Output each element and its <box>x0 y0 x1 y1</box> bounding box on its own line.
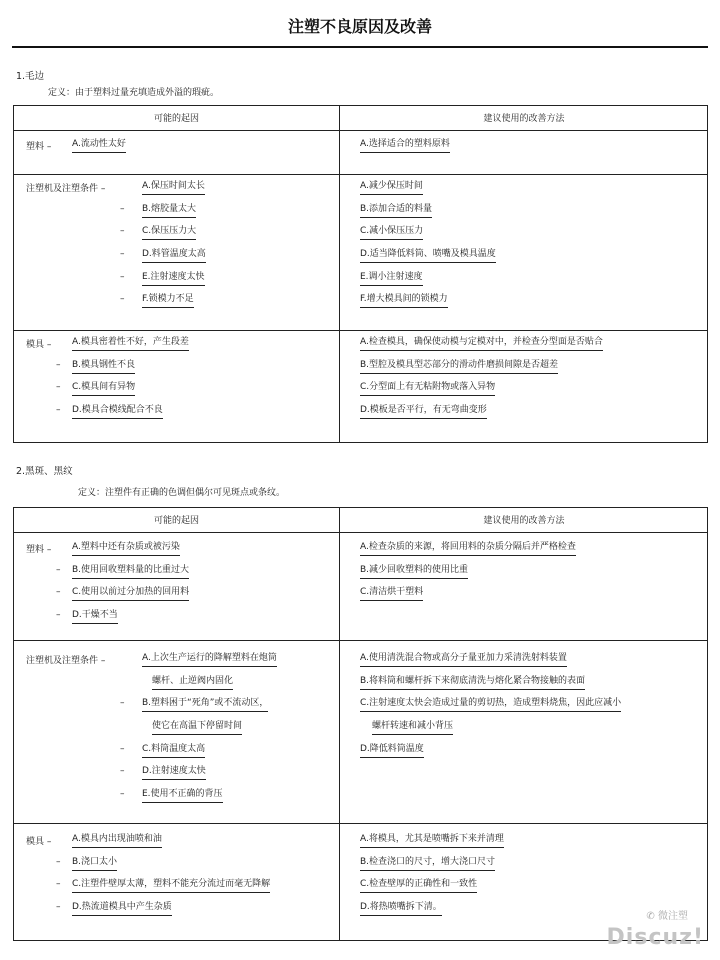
cause-item: D.干燥不当 <box>72 610 118 624</box>
cause-item-continued: 螺杆、止逆阀内固化 <box>152 676 233 690</box>
remedy-item: B.将料筒和螺杆拆下来彻底清洗与熔化紧合物接触的表面 <box>360 676 585 690</box>
header-divider <box>14 130 707 131</box>
cause-item-continued: 使它在高温下停留时间 <box>152 721 242 735</box>
page-title: 注塑不良原因及改善 <box>287 17 432 36</box>
cause-item: C.模具间有异物 <box>72 382 135 396</box>
cause-item: B.使用回收塑料量的比重过大 <box>72 565 189 579</box>
cause-item: A.塑料中还有杂质或被污染 <box>72 542 180 556</box>
causes-column-header: 可能的起因 <box>153 516 199 526</box>
remedy-item: B.减少回收塑料的使用比重 <box>360 565 468 579</box>
remedy-item: C.清洁烘干塑料 <box>360 587 423 601</box>
category-label: 注塑机及注塑条件 – <box>26 184 106 194</box>
cause-item: B.浇口太小 <box>72 857 117 871</box>
group-divider <box>14 640 707 641</box>
group-divider <box>14 330 707 331</box>
remedy-item: C.检查壁厚的正确性和一致性 <box>360 879 477 893</box>
cause-item: E.注射速度太快 <box>142 272 205 286</box>
category-label: 塑料 – <box>26 545 52 555</box>
cause-item: D.热流道模具中产生杂质 <box>72 902 172 916</box>
column-divider <box>339 106 340 442</box>
cause-item: D.模具合模线配合不良 <box>72 405 163 419</box>
causes-column-header: 可能的起因 <box>153 114 199 124</box>
cause-item: E.使用不正确的背压 <box>142 789 223 803</box>
wechat-watermark: ✆ 微注塑 <box>646 911 688 922</box>
remedy-item-continued: 螺杆转速和减小背压 <box>372 721 453 735</box>
cause-item: A.上次生产运行的降解塑料在炮筒 <box>142 653 277 667</box>
remedy-item: B.添加合适的料量 <box>360 204 432 218</box>
section1-table: 可能的起因 建议使用的改善方法 塑料 – A.流动性太好 A.选择适合的塑料原料 注塑机及注塑条件 – A.保压时间太长 – B.熔胶量太大 – C.保压压力大 – D.料管温度太高 – E.注射速度太快 – F.锁模力不足 A.减少保压时间 B.添加合适的料量 C.减小保压压力 D.适当降低料筒、喷嘴及模具温度 E.调小注射速度 F.增大模具间的锁模力 模具 – A.模具密着性不好，产生段差 – B.模具钢性不良 – C.模具间有异物 – D.模具合模线配合不良 A.检查模具，确保使动模与定模对中，并检查分型面是否贴合 B.型腔及模具型芯部分的滑动件磨损间隙是否超差 C.分型面上有无粘附物或落入异物 D.模板是否平行，有无弯曲变形 <box>13 105 708 443</box>
remedy-item: B.型腔及模具型芯部分的滑动件磨损间隙是否超差 <box>360 360 558 374</box>
section1-heading: 1.毛边 <box>16 71 45 82</box>
cause-item: D.注射速度太快 <box>142 766 206 780</box>
remedy-item: A.选择适合的塑料原料 <box>360 139 450 153</box>
category-label: 模具 – <box>26 837 52 847</box>
cause-item: A.模具密着性不好，产生段差 <box>72 337 189 351</box>
cause-item: C.使用以前过分加热的回用料 <box>72 587 189 601</box>
section2-table: 可能的起因 建议使用的改善方法 塑料 – A.塑料中还有杂质或被污染 – B.使用回收塑料量的比重过大 – C.使用以前过分加热的回用料 – D.干燥不当 A.检查杂质的来源，将回用料的杂质分隔后并严格检查 B.减少回收塑料的使用比重 C.清洁烘干塑料 注塑机及注塑条件 – A.上次生产运行的降解塑料在炮筒 螺杆、止逆阀内固化 – B.塑料困于“死角”或不流动区， 使它在高温下停留时间 – C.料筒温度太高 – D.注射速度太快 – E.使用不正确的背压 A.使用清洗混合物或高分子量亚加力采清洗射料装置 B.将料筒和螺杆拆下来彻底清洗与熔化紧合物接触的表面 C.注射速度太快会造成过量的剪切热，造成塑料烧焦，因此应减小 螺杆转速和减小背压 D.降低料筒温度 模具 – A.模具内出现油喷和油 – B.浇口太小 – C.注塑件壁厚太薄，塑料不能充分流过而毫无降解 – D.热流道模具中产生杂质 A.将模具，尤其是喷嘴拆下来并清理 B.检查浇口的尺寸，增大浇口尺寸 C.检查壁厚的正确性和一致性 D.将热喷嘴拆下清。 <box>13 507 708 941</box>
group-divider <box>14 823 707 824</box>
column-divider <box>339 508 340 940</box>
cause-item: D.料管温度太高 <box>142 249 206 263</box>
cause-item: F.锁模力不足 <box>142 294 194 308</box>
remedy-item: A.使用清洗混合物或高分子量亚加力采清洗射料装置 <box>360 653 567 667</box>
cause-item: B.模具钢性不良 <box>72 360 135 374</box>
remedy-item: C.分型面上有无粘附物或落入异物 <box>360 382 495 396</box>
group-divider <box>14 174 707 175</box>
remedy-item: C.减小保压压力 <box>360 226 423 240</box>
category-label: 注塑机及注塑条件 – <box>26 656 106 666</box>
category-label: 塑料 – <box>26 142 52 152</box>
remedy-item: D.将热喷嘴拆下清。 <box>360 902 442 916</box>
remedy-item: A.减少保压时间 <box>360 181 423 195</box>
remedy-item: D.降低料筒温度 <box>360 744 424 758</box>
cause-item: C.注塑件壁厚太薄，塑料不能充分流过而毫无降解 <box>72 879 270 893</box>
remedy-item: F.增大模具间的锁模力 <box>360 294 448 308</box>
cause-item: A.模具内出现油喷和油 <box>72 834 162 848</box>
remedy-item: C.注射速度太快会造成过量的剪切热，造成塑料烧焦，因此应减小 <box>360 698 621 712</box>
cause-item: B.塑料困于“死角”或不流动区， <box>142 698 268 712</box>
cause-item: A.流动性太好 <box>72 139 126 153</box>
remedy-item: A.将模具，尤其是喷嘴拆下来并清理 <box>360 834 504 848</box>
remedy-item: B.检查浇口的尺寸，增大浇口尺寸 <box>360 857 495 871</box>
cause-item: C.料筒温度太高 <box>142 744 205 758</box>
wechat-icon: ✆ <box>646 911 655 922</box>
remedy-item: D.适当降低料筒、喷嘴及模具温度 <box>360 249 496 263</box>
remedy-item: A.检查杂质的来源，将回用料的杂质分隔后并严格检查 <box>360 542 576 556</box>
section2-definition: 定义：注塑件有正确的色调但偶尔可见斑点或条纹。 <box>78 488 286 498</box>
remedies-column-header: 建议使用的改善方法 <box>483 516 565 526</box>
remedy-item: E.调小注射速度 <box>360 272 423 286</box>
remedy-item: D.模板是否平行，有无弯曲变形 <box>360 405 487 419</box>
remedy-item: A.检查模具，确保使动模与定模对中，并检查分型面是否贴合 <box>360 337 603 351</box>
cause-item: C.保压压力大 <box>142 226 196 240</box>
title-divider <box>12 46 708 48</box>
header-divider <box>14 532 707 533</box>
remedies-column-header: 建议使用的改善方法 <box>483 114 565 124</box>
cause-item: A.保压时间太长 <box>142 181 205 195</box>
category-label: 模具 – <box>26 340 52 350</box>
discuz-watermark: Discuz! <box>606 925 704 950</box>
section1-definition: 定义：由于塑料过量充填造成外溢的瑕疵。 <box>48 88 220 98</box>
cause-item: B.熔胶量太大 <box>142 204 196 218</box>
section2-heading: 2.黑斑、黑纹 <box>16 466 73 477</box>
